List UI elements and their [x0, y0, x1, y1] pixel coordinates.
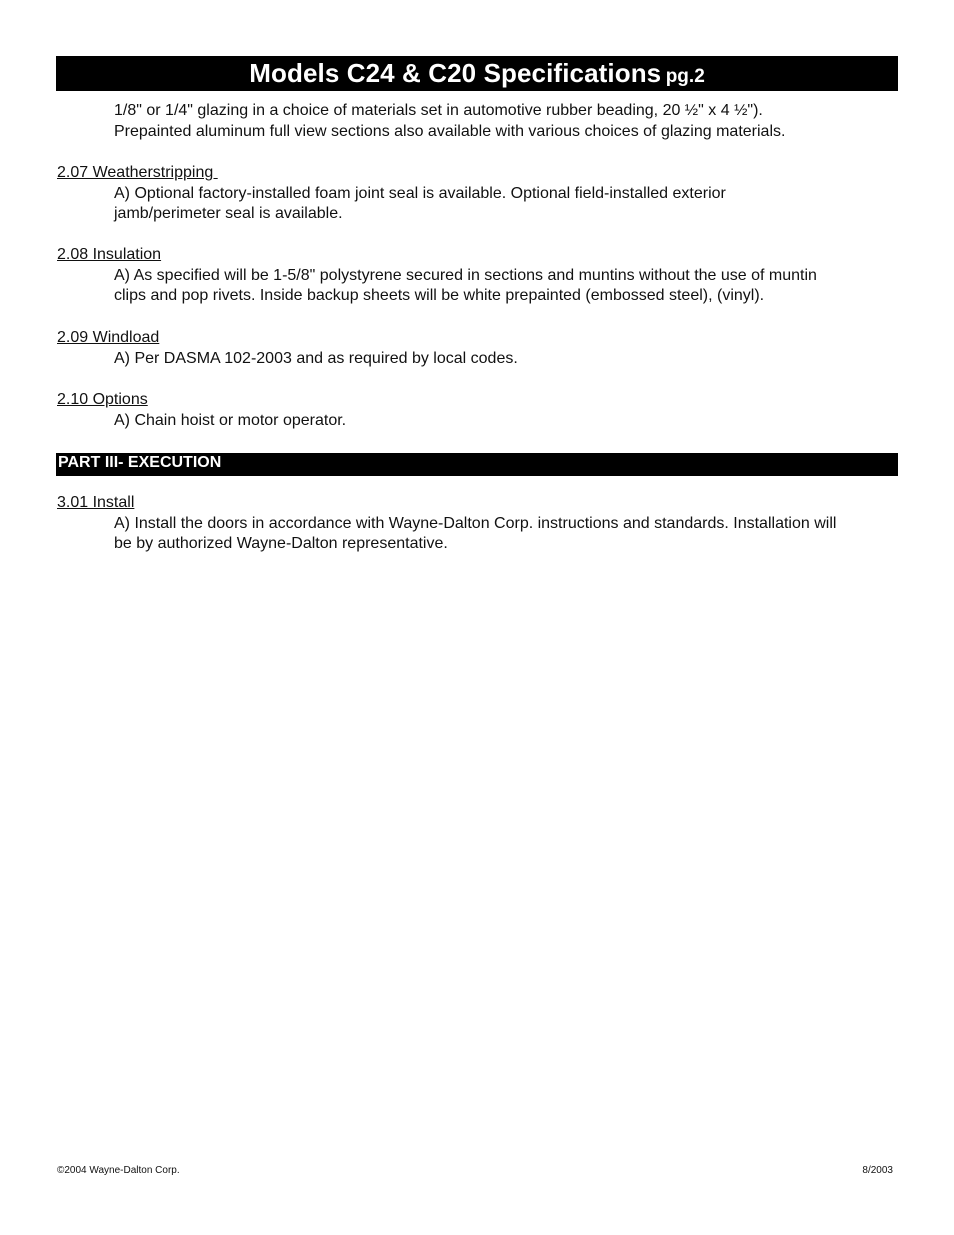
insulation-heading: 2.08 Insulation	[57, 246, 162, 263]
intro-line-2: Prepainted aluminum full view sections also available with various choices of glazing materials.	[114, 122, 786, 140]
footer-copyright: ©2004 Wayne-Dalton Corp.	[57, 1165, 180, 1176]
options-heading: 2.10 Options	[57, 391, 148, 408]
page-title: Models C24 & C20 Specifications	[249, 58, 662, 88]
page-title-bar	[56, 56, 898, 91]
glazing-intro-paragraph	[57, 101, 785, 142]
part-iii-execution-label: PART III- EXECUTION	[58, 454, 222, 471]
footer-date: 8/2003	[862, 1165, 893, 1176]
windload-heading: 2.09 Windload	[57, 329, 160, 346]
section-weatherstripping	[57, 163, 726, 225]
insulation-line-2: clips and pop rivets. Inside backup sheets will be white prepainted (embossed steel), (vinyl).	[114, 287, 765, 304]
weatherstripping-line-2: jamb/perimeter seal is available.	[114, 205, 343, 222]
install-line-1: A) Install the doors in accordance with Wayne-Dalton Corp. instructions and standards. Installation will	[114, 514, 837, 532]
page-number: pg.2	[665, 66, 705, 87]
section-install	[57, 493, 836, 555]
part-iii-execution-bar	[56, 453, 898, 476]
intro-line-1: 1/8" or 1/4" glazing in a choice of materials set in automotive rubber beading, 20 ½" x 4 ½").	[114, 102, 763, 119]
windload-line-1: A) Per DASMA 102-2003 and as required by local codes.	[114, 349, 518, 367]
options-line-1: A) Chain hoist or motor operator.	[114, 411, 347, 429]
insulation-line-1: A) As specified will be 1-5/8" polystyrene secured in sections and muntins without the use of muntin	[114, 266, 817, 284]
section-options	[57, 390, 346, 431]
install-heading: 3.01 Install	[57, 494, 135, 511]
weatherstripping-heading: 2.07 Weatherstripping	[57, 164, 218, 181]
section-windload	[57, 328, 518, 369]
weatherstripping-line-1: A) Optional factory-installed foam joint seal is available. Optional field-installed exterior	[114, 184, 726, 202]
install-line-2: be by authorized Wayne-Dalton representative.	[114, 535, 448, 552]
section-insulation	[57, 245, 817, 307]
